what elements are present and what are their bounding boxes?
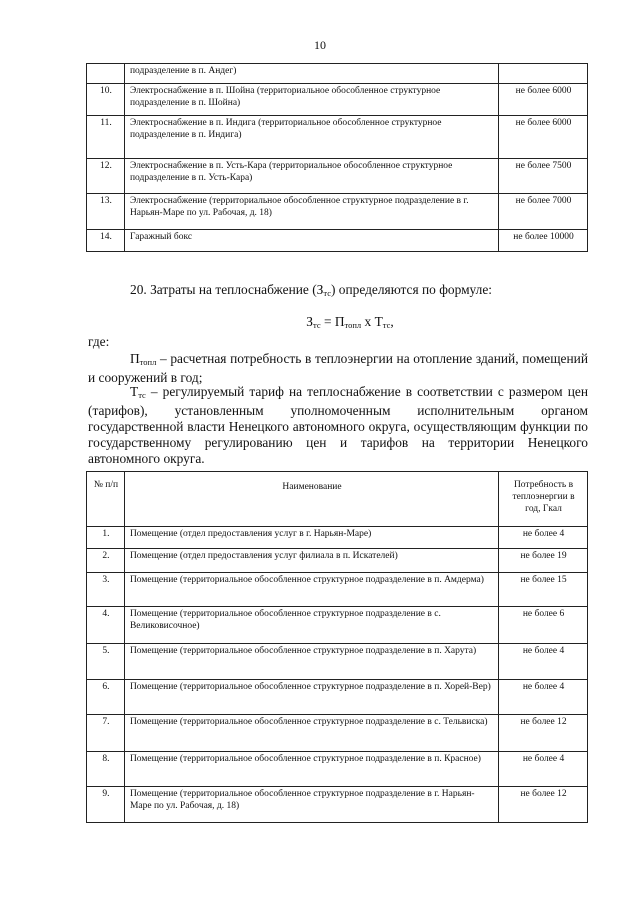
- formula-x: x Т: [361, 314, 383, 329]
- row-number: 2.: [87, 549, 125, 573]
- paragraph-20-start: 20. Затраты на теплоснабжение (З: [130, 282, 324, 297]
- def1-symbol: П: [130, 351, 140, 366]
- table-row: [87, 549, 588, 573]
- table-row: [87, 159, 588, 194]
- row-number: 3.: [87, 573, 125, 607]
- paragraph-20-end: ) определяются по формуле:: [330, 282, 492, 297]
- formula-lhs-sub: тс: [313, 320, 321, 330]
- table-row: [87, 680, 588, 715]
- row-value: не более 19: [499, 549, 588, 573]
- def1-sub: топл: [139, 357, 157, 367]
- table-row: [87, 607, 588, 644]
- table-row: [87, 116, 588, 159]
- row-name: Помещение (отдел предоставления услуг в г. Нарьян-Маре): [124, 527, 498, 549]
- row-name: Помещение (отдел предоставления услуг филиала в п. Искателей): [124, 549, 498, 573]
- row-name: Электроснабжение в п. Индига (территориальное обособленное структурное подразделение в п. Индига): [124, 116, 498, 159]
- table-row: [87, 752, 588, 787]
- row-number: [87, 64, 125, 84]
- row-number: 6.: [87, 680, 125, 715]
- table-row: [87, 715, 588, 752]
- row-value: не более 6000: [499, 84, 588, 116]
- row-value: не более 10000: [499, 230, 588, 252]
- header-value: Потребность в теплоэнергии в год, Гкал: [499, 472, 588, 527]
- table-row: [87, 194, 588, 230]
- definition-p-topl: [88, 351, 588, 386]
- def2-sub: тс: [138, 390, 146, 400]
- row-name: Помещение (территориальное обособленное структурное подразделение в с. Великовисочное): [124, 607, 498, 644]
- table-row: [87, 644, 588, 680]
- row-name: Помещение (территориальное обособленное структурное подразделение в п. Амдерма): [124, 573, 498, 607]
- definition-t-ts: [88, 384, 588, 467]
- row-number: 10.: [87, 84, 125, 116]
- row-value: не более 12: [499, 715, 588, 752]
- row-number: 9.: [87, 787, 125, 823]
- paragraph-20: [88, 282, 588, 301]
- row-value: не более 12: [499, 787, 588, 823]
- row-number: 13.: [87, 194, 125, 230]
- def2-symbol: Т: [130, 384, 139, 399]
- table-row: [87, 527, 588, 549]
- row-name: Помещение (территориальное обособленное структурное подразделение в п. Красное): [124, 752, 498, 787]
- where-label: где:: [88, 334, 110, 349]
- row-name: Электроснабжение в п. Шойна (территориальное обособленное структурное подразделение в п. Шойна): [124, 84, 498, 116]
- row-value: не более 4: [499, 752, 588, 787]
- formula-eq: = П: [320, 314, 345, 329]
- row-value: не более 4: [499, 644, 588, 680]
- row-name: подразделение в п. Андег): [124, 64, 498, 84]
- electricity-table-body: [87, 64, 588, 252]
- electricity-table: [86, 63, 588, 252]
- heat-table: [86, 471, 588, 823]
- paragraph-20-sub: тс: [323, 288, 331, 298]
- formula: [0, 314, 640, 330]
- row-value: не более 4: [499, 680, 588, 715]
- row-value: не более 4: [499, 527, 588, 549]
- row-number: 12.: [87, 159, 125, 194]
- heat-table-body: [87, 527, 588, 823]
- header-row: [87, 472, 588, 527]
- header-num: № п/п: [87, 472, 125, 527]
- heat-table-header: [87, 472, 588, 527]
- table-row: [87, 787, 588, 823]
- header-name: Наименование: [124, 472, 498, 527]
- row-name: Электроснабжение в п. Усть-Кара (территориальное обособленное структурное подразделение в п. Усть-Кара): [124, 159, 498, 194]
- formula-end: ,: [390, 314, 394, 329]
- page-number: 10: [314, 38, 326, 52]
- row-number: 8.: [87, 752, 125, 787]
- row-number: 7.: [87, 715, 125, 752]
- table-row: [87, 84, 588, 116]
- row-value: не более 6000: [499, 116, 588, 159]
- formula-p-sub: топл: [344, 320, 362, 330]
- row-number: 1.: [87, 527, 125, 549]
- row-name: Помещение (территориальное обособленное структурное подразделение в п. Хорей-Вер): [124, 680, 498, 715]
- formula-t-sub: тс: [382, 320, 391, 330]
- row-value: [499, 64, 588, 84]
- def1-text: – расчетная потребность в теплоэнергии на отопление зданий, помещений и сооружений в год;: [88, 351, 588, 385]
- row-name: Помещение (территориальное обособленное структурное подразделение в п. Харута): [124, 644, 498, 680]
- formula-lhs: З: [306, 314, 313, 329]
- row-value: не более 7000: [499, 194, 588, 230]
- row-name: Гаражный бокс: [124, 230, 498, 252]
- table-row: [87, 64, 588, 84]
- row-name: Электроснабжение (территориальное обособленное структурное подразделение в г. Нарьян-Маре по ул. Рабочая, д. 18): [124, 194, 498, 230]
- row-name: Помещение (территориальное обособленное структурное подразделение в г. Нарьян-Маре по ул. Рабочая, д. 18): [124, 787, 498, 823]
- def2-text: – регулируемый тариф на теплоснабжение в соответствии с размером цен (тарифов), установленным уполномоченным исполнительным органом государственной власти Ненецкого автономного округа, осуществляющим функции по государственному регулированию цен и тарифов на территории Ненецкого автономного округа.: [88, 384, 588, 466]
- row-value: не более 7500: [499, 159, 588, 194]
- row-value: не более 15: [499, 573, 588, 607]
- row-value: не более 6: [499, 607, 588, 644]
- table-row: [87, 573, 588, 607]
- row-number: 11.: [87, 116, 125, 159]
- table-row: [87, 230, 588, 252]
- row-name: Помещение (территориальное обособленное структурное подразделение в с. Тельвиска): [124, 715, 498, 752]
- row-number: 14.: [87, 230, 125, 252]
- row-number: 5.: [87, 644, 125, 680]
- row-number: 4.: [87, 607, 125, 644]
